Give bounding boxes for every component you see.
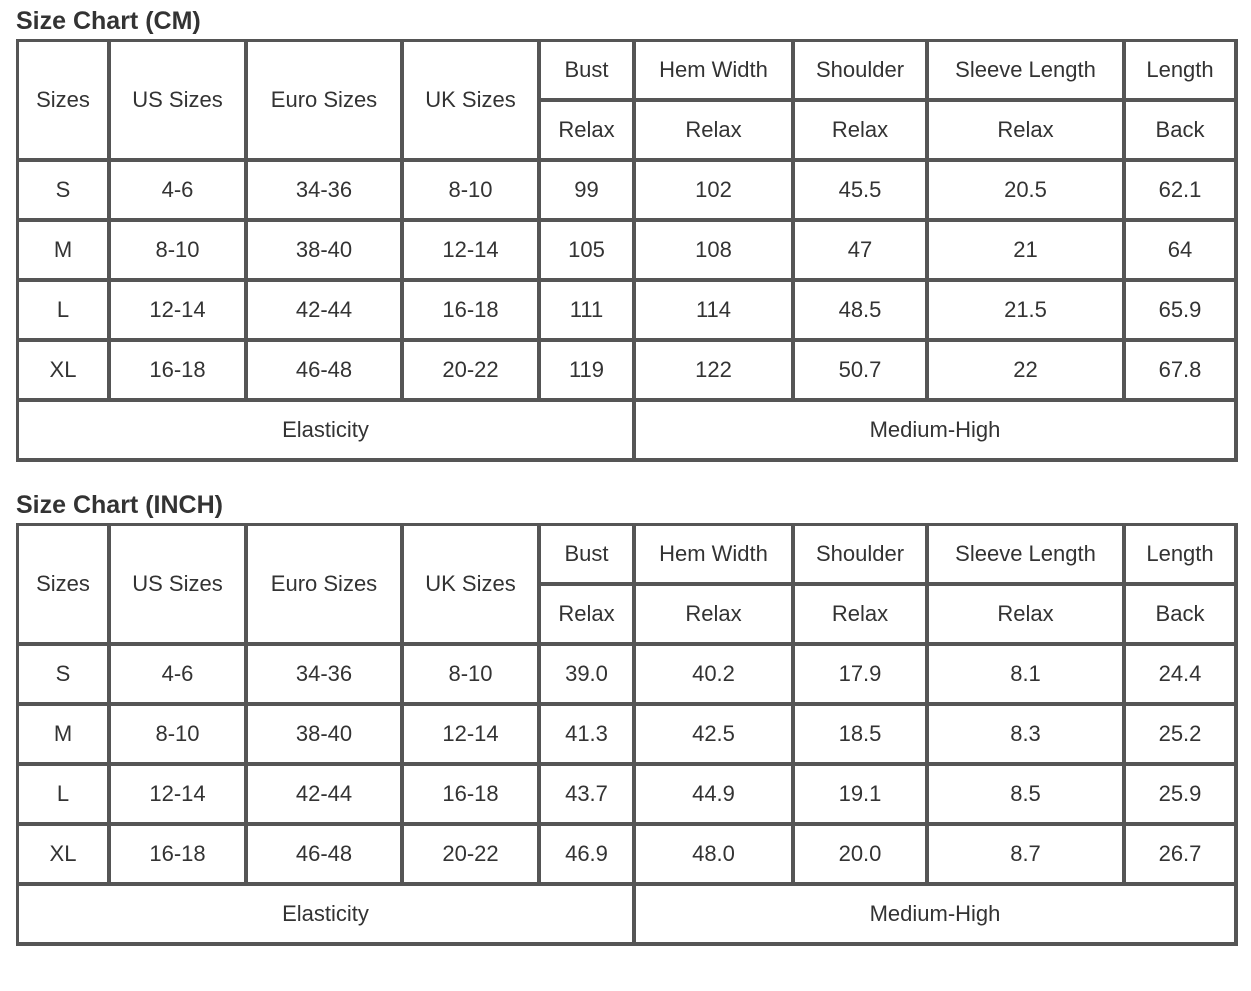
table-cell: 16-18 bbox=[402, 764, 539, 824]
table-cell: 25.9 bbox=[1124, 764, 1236, 824]
subheader-length: Back bbox=[1124, 100, 1236, 160]
table-cell: 8.7 bbox=[927, 824, 1124, 884]
subheader-shoulder: Relax bbox=[793, 584, 927, 644]
header-sleeve-length: Sleeve Length bbox=[927, 524, 1124, 584]
table-cell: 19.1 bbox=[793, 764, 927, 824]
table-cell: 47 bbox=[793, 220, 927, 280]
header-sizes: Sizes bbox=[17, 40, 109, 160]
table-cell: 42-44 bbox=[246, 764, 402, 824]
header-shoulder: Shoulder bbox=[793, 40, 927, 100]
table-cell: 21.5 bbox=[927, 280, 1124, 340]
table-cell: 48.5 bbox=[793, 280, 927, 340]
header-shoulder: Shoulder bbox=[793, 524, 927, 584]
size-chart-inch-table bbox=[16, 523, 1238, 946]
table-cell: 34-36 bbox=[246, 160, 402, 220]
table-cell: 8-10 bbox=[109, 220, 246, 280]
elasticity-row bbox=[17, 884, 1236, 944]
table-cell: 114 bbox=[634, 280, 793, 340]
table-cell: 8-10 bbox=[109, 704, 246, 764]
table-cell: L bbox=[17, 764, 109, 824]
header-sizes: Sizes bbox=[17, 524, 109, 644]
table-cell: 8.1 bbox=[927, 644, 1124, 704]
size-chart-cm-table bbox=[16, 39, 1238, 462]
header-length: Length bbox=[1124, 40, 1236, 100]
table-cell: 18.5 bbox=[793, 704, 927, 764]
subheader-length: Back bbox=[1124, 584, 1236, 644]
header-hem-width: Hem Width bbox=[634, 524, 793, 584]
table-cell: XL bbox=[17, 340, 109, 400]
subheader-sleeve-length: Relax bbox=[927, 100, 1124, 160]
table-cell: 111 bbox=[539, 280, 634, 340]
table-row bbox=[17, 704, 1236, 764]
header-euro-sizes: Euro Sizes bbox=[246, 40, 402, 160]
header-uk-sizes: UK Sizes bbox=[402, 524, 539, 644]
table-cell: 62.1 bbox=[1124, 160, 1236, 220]
elasticity-label: Elasticity bbox=[17, 884, 634, 944]
table-row bbox=[17, 764, 1236, 824]
size-chart-inch-title: Size Chart (INCH) bbox=[16, 491, 223, 519]
table-cell: 8.3 bbox=[927, 704, 1124, 764]
table-row bbox=[17, 220, 1236, 280]
table-cell: 20.5 bbox=[927, 160, 1124, 220]
elasticity-value: Medium-High bbox=[634, 400, 1236, 460]
table-cell: 20-22 bbox=[402, 340, 539, 400]
subheader-sleeve-length: Relax bbox=[927, 584, 1124, 644]
table-cell: 65.9 bbox=[1124, 280, 1236, 340]
table-row bbox=[17, 160, 1236, 220]
header-length: Length bbox=[1124, 524, 1236, 584]
elasticity-value: Medium-High bbox=[634, 884, 1236, 944]
table-cell: 20-22 bbox=[402, 824, 539, 884]
table-cell: 22 bbox=[927, 340, 1124, 400]
header-euro-sizes: Euro Sizes bbox=[246, 524, 402, 644]
table-cell: M bbox=[17, 704, 109, 764]
table-cell: 38-40 bbox=[246, 704, 402, 764]
table-row bbox=[17, 824, 1236, 884]
table-cell: 48.0 bbox=[634, 824, 793, 884]
subheader-hem-width: Relax bbox=[634, 584, 793, 644]
table-cell: 67.8 bbox=[1124, 340, 1236, 400]
table-cell: 50.7 bbox=[793, 340, 927, 400]
table-cell: 17.9 bbox=[793, 644, 927, 704]
table-cell: 45.5 bbox=[793, 160, 927, 220]
table-cell: 25.2 bbox=[1124, 704, 1236, 764]
table-cell: XL bbox=[17, 824, 109, 884]
table-cell: 119 bbox=[539, 340, 634, 400]
table-cell: 12-14 bbox=[402, 704, 539, 764]
table-cell: 26.7 bbox=[1124, 824, 1236, 884]
table-cell: 43.7 bbox=[539, 764, 634, 824]
table-row bbox=[17, 280, 1236, 340]
table-cell: 21 bbox=[927, 220, 1124, 280]
table-row bbox=[17, 340, 1236, 400]
table-cell: S bbox=[17, 644, 109, 704]
table-cell: 4-6 bbox=[109, 160, 246, 220]
table-cell: 24.4 bbox=[1124, 644, 1236, 704]
table-cell: 12-14 bbox=[109, 764, 246, 824]
table-cell: 42.5 bbox=[634, 704, 793, 764]
header-row bbox=[17, 40, 1236, 100]
header-uk-sizes: UK Sizes bbox=[402, 40, 539, 160]
table-cell: 34-36 bbox=[246, 644, 402, 704]
subheader-bust: Relax bbox=[539, 100, 634, 160]
elasticity-label: Elasticity bbox=[17, 400, 634, 460]
header-bust: Bust bbox=[539, 524, 634, 584]
table-cell: 38-40 bbox=[246, 220, 402, 280]
size-chart-cm-title: Size Chart (CM) bbox=[16, 7, 201, 35]
table-cell: 105 bbox=[539, 220, 634, 280]
table-cell: 108 bbox=[634, 220, 793, 280]
table-cell: 39.0 bbox=[539, 644, 634, 704]
header-us-sizes: US Sizes bbox=[109, 40, 246, 160]
table-cell: 16-18 bbox=[402, 280, 539, 340]
table-cell: M bbox=[17, 220, 109, 280]
table-cell: L bbox=[17, 280, 109, 340]
table-cell: 102 bbox=[634, 160, 793, 220]
table-cell: 99 bbox=[539, 160, 634, 220]
table-row bbox=[17, 644, 1236, 704]
elasticity-row bbox=[17, 400, 1236, 460]
table-cell: 8.5 bbox=[927, 764, 1124, 824]
table-cell: 12-14 bbox=[402, 220, 539, 280]
header-us-sizes: US Sizes bbox=[109, 524, 246, 644]
table-cell: 46-48 bbox=[246, 340, 402, 400]
table-cell: 42-44 bbox=[246, 280, 402, 340]
table-cell: 8-10 bbox=[402, 644, 539, 704]
table-cell: S bbox=[17, 160, 109, 220]
header-bust: Bust bbox=[539, 40, 634, 100]
table-cell: 41.3 bbox=[539, 704, 634, 764]
table-cell: 20.0 bbox=[793, 824, 927, 884]
table-cell: 4-6 bbox=[109, 644, 246, 704]
table-cell: 12-14 bbox=[109, 280, 246, 340]
table-cell: 16-18 bbox=[109, 824, 246, 884]
table-cell: 40.2 bbox=[634, 644, 793, 704]
subheader-shoulder: Relax bbox=[793, 100, 927, 160]
header-sleeve-length: Sleeve Length bbox=[927, 40, 1124, 100]
table-cell: 16-18 bbox=[109, 340, 246, 400]
header-hem-width: Hem Width bbox=[634, 40, 793, 100]
table-cell: 46.9 bbox=[539, 824, 634, 884]
table-cell: 122 bbox=[634, 340, 793, 400]
table-cell: 46-48 bbox=[246, 824, 402, 884]
table-cell: 8-10 bbox=[402, 160, 539, 220]
table-cell: 44.9 bbox=[634, 764, 793, 824]
subheader-bust: Relax bbox=[539, 584, 634, 644]
subheader-hem-width: Relax bbox=[634, 100, 793, 160]
header-row bbox=[17, 524, 1236, 584]
table-cell: 64 bbox=[1124, 220, 1236, 280]
